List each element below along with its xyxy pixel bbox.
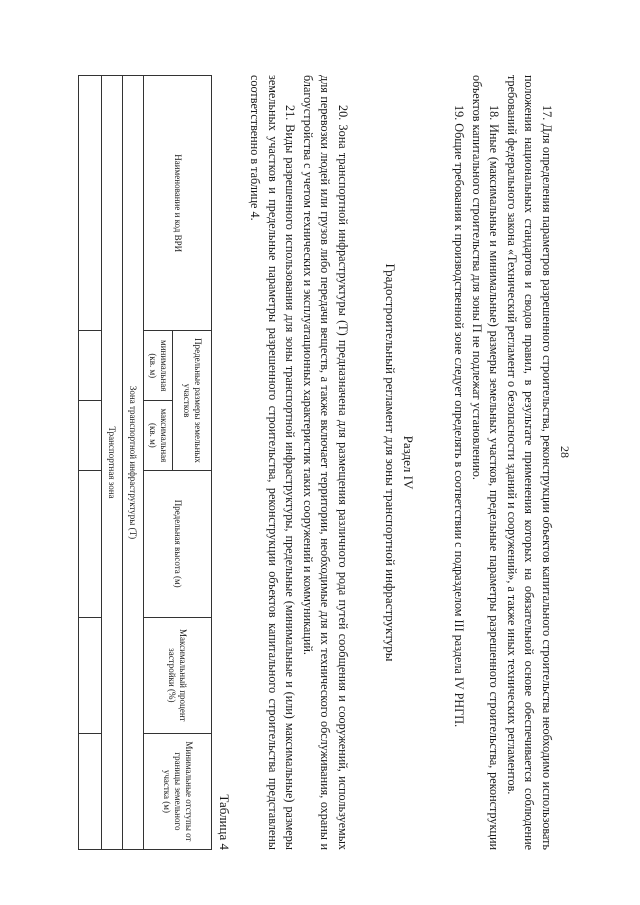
table-cell: [79, 76, 102, 331]
regulation-table: [78, 75, 212, 850]
table-cell: [79, 401, 102, 471]
table-row: [102, 76, 123, 850]
table-cell: [79, 733, 102, 849]
table-row: [123, 76, 144, 850]
table-row: [79, 76, 102, 850]
header-plot-sizes: Предельные размеры земельных участков: [173, 331, 212, 470]
section-subtitle: Градостроительный регламент для зоны транспортной инфраструктуры: [383, 263, 398, 662]
zone-row-cell: Зона транспортной инфраструктуры (Т): [123, 76, 144, 850]
header-min-setback: Минимальные отступы от границы земельного участка (м): [144, 733, 212, 849]
table-caption: Таблица 4: [217, 794, 232, 850]
table-cell: [79, 331, 102, 401]
header-max-build-pct: Максимальный процент застройки (%): [144, 617, 212, 733]
header-max-area: максимальная (кв. м): [144, 401, 173, 471]
document-page: [40, 22, 600, 882]
section-title: Раздел IV: [401, 435, 416, 490]
paragraph-17: 17. Для определения параметров разрешенного строительства, реконструкции объектов капитального строительства необходимо использовать положения национальных стандартов и сводов правил, в результате применения которых на обязательной основе обеспечивается соблюдение требований федерального закона «Технический регламент о безопасности зданий и сооружений», а также иных технических регламентов.: [505, 75, 554, 850]
header-max-height: Предельная высота (м): [144, 470, 212, 617]
header-min-area: минимальная (кв. м): [144, 331, 173, 401]
table-cell: [79, 470, 102, 617]
paragraph-18: 18. Иные (максимальные и минимальные) размеры земельных участков, предельные параметры разрешенного строительства, реконструкции объектов капитального строительства для зоны П не подлежат установлению.: [470, 75, 502, 850]
table-header-row: [173, 76, 212, 850]
paragraph-21: 21. Виды разрешенного использования для зоны транспортной инфраструктуры, предельные (минимальные и (или) максимальные) размеры земельных участков и предельные параметры разрешенного строительства, реконструкции объектов капитального строительства представлены соответственно в таблице 4.: [248, 75, 298, 850]
header-name-code: Наименование и код ВРИ: [144, 76, 212, 331]
document-body: [78, 75, 555, 850]
paragraph-20: 20. Зона транспортной инфраструктуры (Т) предназначена для размещения различного рода путей сообщения и сооружений, используемых для перевозки людей или грузов либо передачи веществ, а также включает территории, необходимые для их технического обслуживания, охраны и благоустройства с учетом технических и эксплуатационных характеристик таких сооружений и коммуникаций.: [301, 75, 350, 850]
table-cell: [79, 617, 102, 733]
type-row-cell: Транспортная зона: [102, 76, 123, 850]
page-number: 28: [558, 446, 572, 458]
paragraph-19: 19. Общие требования к производственной зоне следует определять в соответствии с подразделом III раздела IV РНГП.: [452, 105, 467, 728]
